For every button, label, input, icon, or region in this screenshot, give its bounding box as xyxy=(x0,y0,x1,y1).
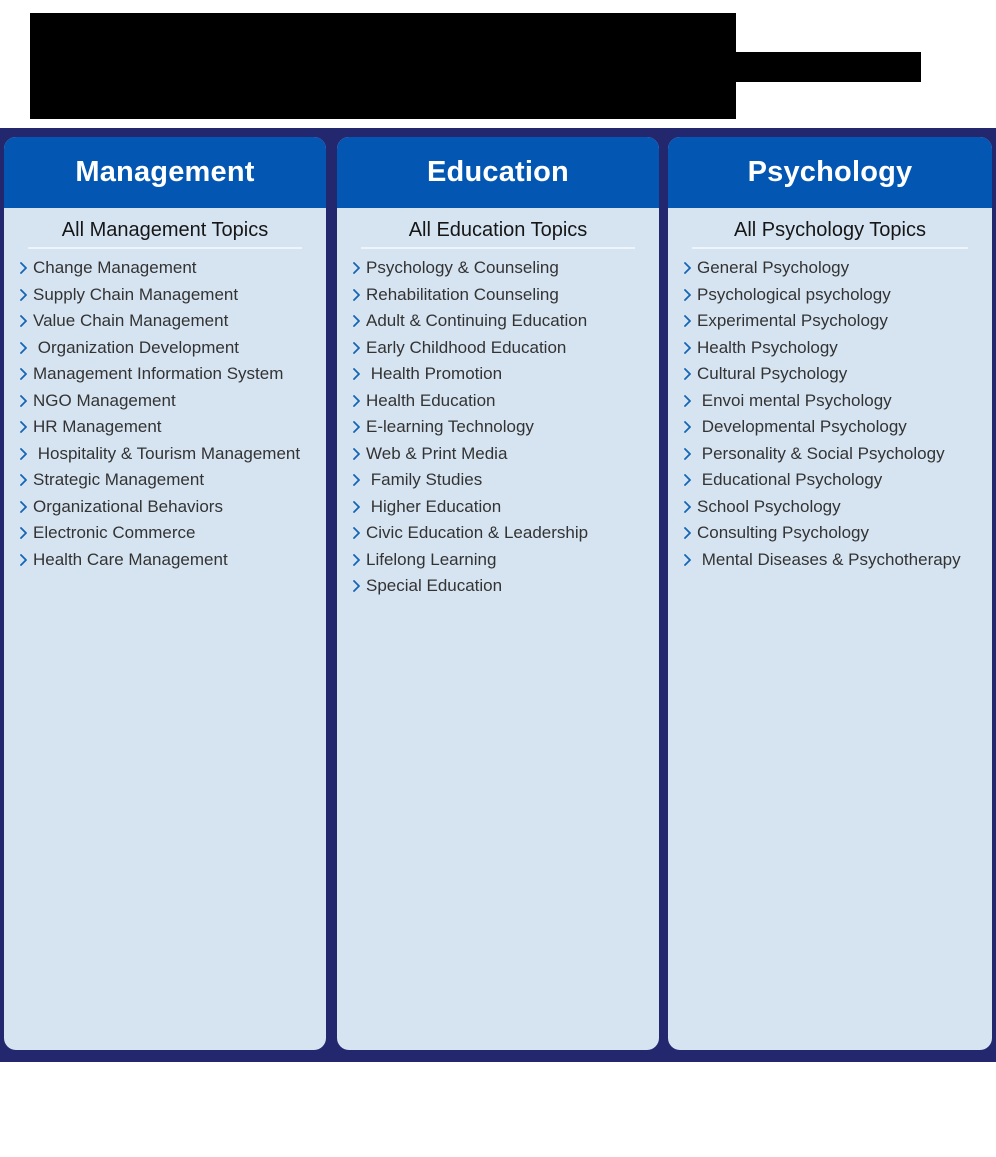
list-item-label: Health Psychology xyxy=(697,337,838,357)
card-title: Management xyxy=(75,156,255,188)
list-item-label: Envoi mental Psychology xyxy=(697,390,892,410)
list-item-label: E-learning Technology xyxy=(366,417,534,437)
list-item[interactable] xyxy=(684,441,986,468)
list-item[interactable] xyxy=(20,520,320,547)
list-item-label: Strategic Management xyxy=(33,470,205,490)
list-item[interactable] xyxy=(20,282,320,309)
list-item[interactable] xyxy=(353,520,653,547)
chevron-right-icon xyxy=(353,289,360,301)
chevron-right-icon xyxy=(353,262,360,274)
list-item[interactable] xyxy=(684,361,986,388)
list-item-label: Electronic Commerce xyxy=(33,523,196,543)
list-item[interactable] xyxy=(353,467,653,494)
chevron-right-icon xyxy=(684,421,691,433)
chevron-right-icon xyxy=(684,501,691,513)
divider xyxy=(28,247,302,249)
chevron-right-icon xyxy=(353,474,360,486)
list-item-label: Health Promotion xyxy=(366,364,503,384)
card-header xyxy=(668,137,992,208)
list-item-label: Personality & Social Psychology xyxy=(697,443,945,463)
chevron-right-icon xyxy=(353,501,360,513)
list-item-label: Civic Education & Leadership xyxy=(366,523,589,543)
list-item[interactable] xyxy=(684,282,986,309)
list-item-label: Psychological psychology xyxy=(697,284,891,304)
list-item[interactable] xyxy=(353,255,653,282)
chevron-right-icon xyxy=(684,448,691,460)
list-item-label: Mental Diseases & Psychotherapy xyxy=(697,549,961,569)
chevron-right-icon xyxy=(353,448,360,460)
list-item-label: Psychology & Counseling xyxy=(366,258,559,278)
list-item[interactable] xyxy=(353,573,653,600)
list-item-label: Health Education xyxy=(366,390,496,410)
chevron-right-icon xyxy=(353,527,360,539)
list-item-label: Supply Chain Management xyxy=(33,284,239,304)
chevron-right-icon xyxy=(20,315,27,327)
chevron-right-icon xyxy=(684,342,691,354)
card-header xyxy=(337,137,659,208)
topic-list xyxy=(668,253,992,573)
redacted-header-block xyxy=(30,13,736,119)
list-item[interactable] xyxy=(20,361,320,388)
list-item[interactable] xyxy=(353,494,653,521)
list-item[interactable] xyxy=(353,361,653,388)
list-item-label: Higher Education xyxy=(366,496,502,516)
list-item-label: Organizational Behaviors xyxy=(33,496,223,516)
topic-card xyxy=(4,137,326,1050)
list-item-label: Adult & Continuing Education xyxy=(366,311,588,331)
chevron-right-icon xyxy=(20,474,27,486)
list-item-label: Management Information System xyxy=(33,364,284,384)
list-item-label: Change Management xyxy=(33,258,197,278)
chevron-right-icon xyxy=(353,368,360,380)
list-item-label: Lifelong Learning xyxy=(366,549,497,569)
list-item-label: Developmental Psychology xyxy=(697,417,907,437)
list-item[interactable] xyxy=(353,441,653,468)
list-item-label: Organization Development xyxy=(33,337,240,357)
list-item[interactable] xyxy=(20,414,320,441)
redacted-subheader-block xyxy=(736,52,921,82)
list-item-label: Special Education xyxy=(366,576,503,596)
list-item-label: Consulting Psychology xyxy=(697,523,869,543)
chevron-right-icon xyxy=(20,501,27,513)
list-item[interactable] xyxy=(684,494,986,521)
list-item-label: Cultural Psychology xyxy=(697,364,848,384)
chevron-right-icon xyxy=(684,554,691,566)
list-item[interactable] xyxy=(20,388,320,415)
list-item[interactable] xyxy=(684,388,986,415)
list-item-label: Family Studies xyxy=(366,470,483,490)
list-item[interactable] xyxy=(20,335,320,362)
card-title: Education xyxy=(427,156,569,188)
list-item[interactable] xyxy=(353,308,653,335)
list-item[interactable] xyxy=(684,414,986,441)
chevron-right-icon xyxy=(353,342,360,354)
chevron-right-icon xyxy=(20,448,27,460)
topics-heading: All Psychology Topics xyxy=(734,219,926,241)
topic-cards-container xyxy=(0,128,996,1062)
list-item-label: Rehabilitation Counseling xyxy=(366,284,559,304)
divider xyxy=(361,247,635,249)
list-item[interactable] xyxy=(20,255,320,282)
chevron-right-icon xyxy=(20,554,27,566)
list-item-label: Health Care Management xyxy=(33,549,228,569)
list-item[interactable] xyxy=(353,388,653,415)
chevron-right-icon xyxy=(684,395,691,407)
chevron-right-icon xyxy=(353,421,360,433)
list-item[interactable] xyxy=(20,467,320,494)
topic-card xyxy=(668,137,992,1050)
list-item[interactable] xyxy=(353,547,653,574)
chevron-right-icon xyxy=(20,395,27,407)
topics-heading: All Management Topics xyxy=(61,219,269,241)
list-item-label: NGO Management xyxy=(33,390,176,410)
list-item[interactable] xyxy=(684,467,986,494)
chevron-right-icon xyxy=(20,262,27,274)
topic-list xyxy=(337,253,659,600)
list-item-label: Hospitality & Tourism Management xyxy=(33,443,301,463)
card-title: Psychology xyxy=(747,156,913,188)
list-item[interactable] xyxy=(684,335,986,362)
list-item[interactable] xyxy=(684,308,986,335)
chevron-right-icon xyxy=(353,580,360,592)
list-item-label: Early Childhood Education xyxy=(366,337,567,357)
list-item[interactable] xyxy=(20,308,320,335)
chevron-right-icon xyxy=(684,368,691,380)
list-item[interactable] xyxy=(20,547,320,574)
list-item-label: Educational Psychology xyxy=(697,470,883,490)
list-item[interactable] xyxy=(684,547,986,574)
list-item[interactable] xyxy=(684,520,986,547)
list-item[interactable] xyxy=(20,441,320,468)
chevron-right-icon xyxy=(684,315,691,327)
list-item-label: Value Chain Management xyxy=(33,311,229,331)
list-item-label: HR Management xyxy=(33,417,162,437)
list-item[interactable] xyxy=(353,414,653,441)
chevron-right-icon xyxy=(684,527,691,539)
chevron-right-icon xyxy=(684,289,691,301)
list-item[interactable] xyxy=(353,335,653,362)
chevron-right-icon xyxy=(20,421,27,433)
topic-list xyxy=(4,253,326,573)
list-item-label: Web & Print Media xyxy=(366,443,508,463)
chevron-right-icon xyxy=(684,474,691,486)
chevron-right-icon xyxy=(353,554,360,566)
list-item-label: Experimental Psychology xyxy=(697,311,888,331)
list-item-label: School Psychology xyxy=(697,496,841,516)
chevron-right-icon xyxy=(20,368,27,380)
chevron-right-icon xyxy=(684,262,691,274)
topics-band xyxy=(0,128,996,1062)
chevron-right-icon xyxy=(20,342,27,354)
chevron-right-icon xyxy=(20,289,27,301)
list-item-label: General Psychology xyxy=(697,258,850,278)
chevron-right-icon xyxy=(20,527,27,539)
card-header xyxy=(4,137,326,208)
list-item[interactable] xyxy=(684,255,986,282)
topics-heading: All Education Topics xyxy=(408,219,588,241)
list-item[interactable] xyxy=(353,282,653,309)
divider xyxy=(692,247,967,249)
chevron-right-icon xyxy=(353,315,360,327)
topic-card xyxy=(337,137,659,1050)
list-item[interactable] xyxy=(20,494,320,521)
chevron-right-icon xyxy=(353,395,360,407)
